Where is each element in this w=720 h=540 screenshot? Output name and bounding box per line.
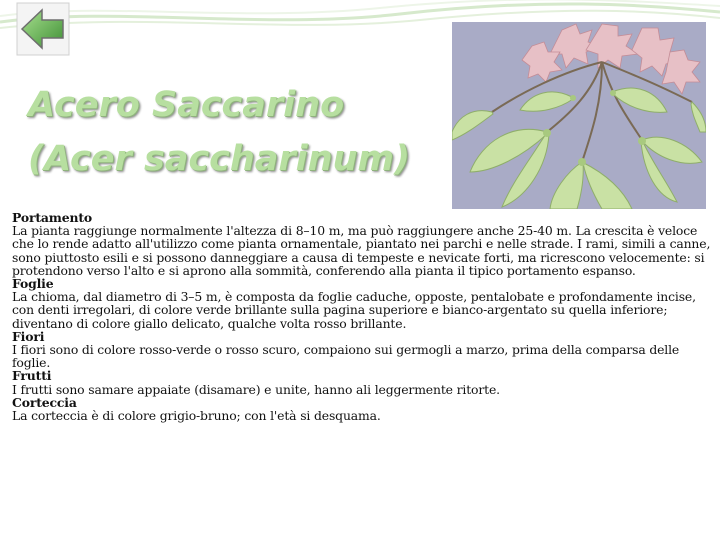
description-body xyxy=(12,211,712,422)
title-line-1: Acero Saccarino xyxy=(28,85,345,125)
section-heading-foglie: Foglie xyxy=(12,276,54,292)
section-text-frutti: I frutti sono samare appaiate (disamare) e unite, hanno ali leggermente ritorte. xyxy=(12,381,500,397)
section-text-foglie: La chioma, dal diametro di 3–5 m, è composta da foglie caduche, opposte, pentalobate e profondamente incise, con denti irregolari, di colore verde brillante sulla pagina superiore e bianco-argentato su quella inferiore; diventano di colore giallo delicato, qualche volta rosso brillante. xyxy=(12,289,696,331)
section-text-corteccia: La corteccia è di colore grigio-bruno; con l'età si desquama. xyxy=(12,408,381,424)
maple-samaras-photo xyxy=(452,22,706,209)
section-heading-corteccia: Corteccia xyxy=(12,394,77,410)
left-arrow-icon xyxy=(16,2,70,56)
section-heading-frutti: Frutti xyxy=(12,368,52,384)
section-text-portamento: La pianta raggiunge normalmente l'altezza di 8–10 m, ma può raggiungere anche 25-40 m. La crescita è veloce che lo rende adatto all'utilizzo come pianta ornamentale, piantato nei parchi e nelle strade. I rami, simili a canne, sono piuttosto esili e si possono danneggiare a causa di tempeste e nevicate forti, ma ricrescono velocemente: si protendono verso l'alto e si aprono alla sommità, conferendo alla pianta il tipico portamento espanso. xyxy=(12,223,711,278)
page-title xyxy=(28,78,448,186)
title-line-2: (Acer saccharinum) xyxy=(28,139,410,179)
section-text-fiori: I fiori sono di colore rosso-verde o rosso scuro, compaiono sui germogli a marzo, prima della comparsa delle foglie. xyxy=(12,342,680,371)
section-heading-portamento: Portamento xyxy=(12,210,93,225)
back-arrow-button[interactable] xyxy=(16,2,70,56)
section-heading-fiori: Fiori xyxy=(12,328,45,344)
